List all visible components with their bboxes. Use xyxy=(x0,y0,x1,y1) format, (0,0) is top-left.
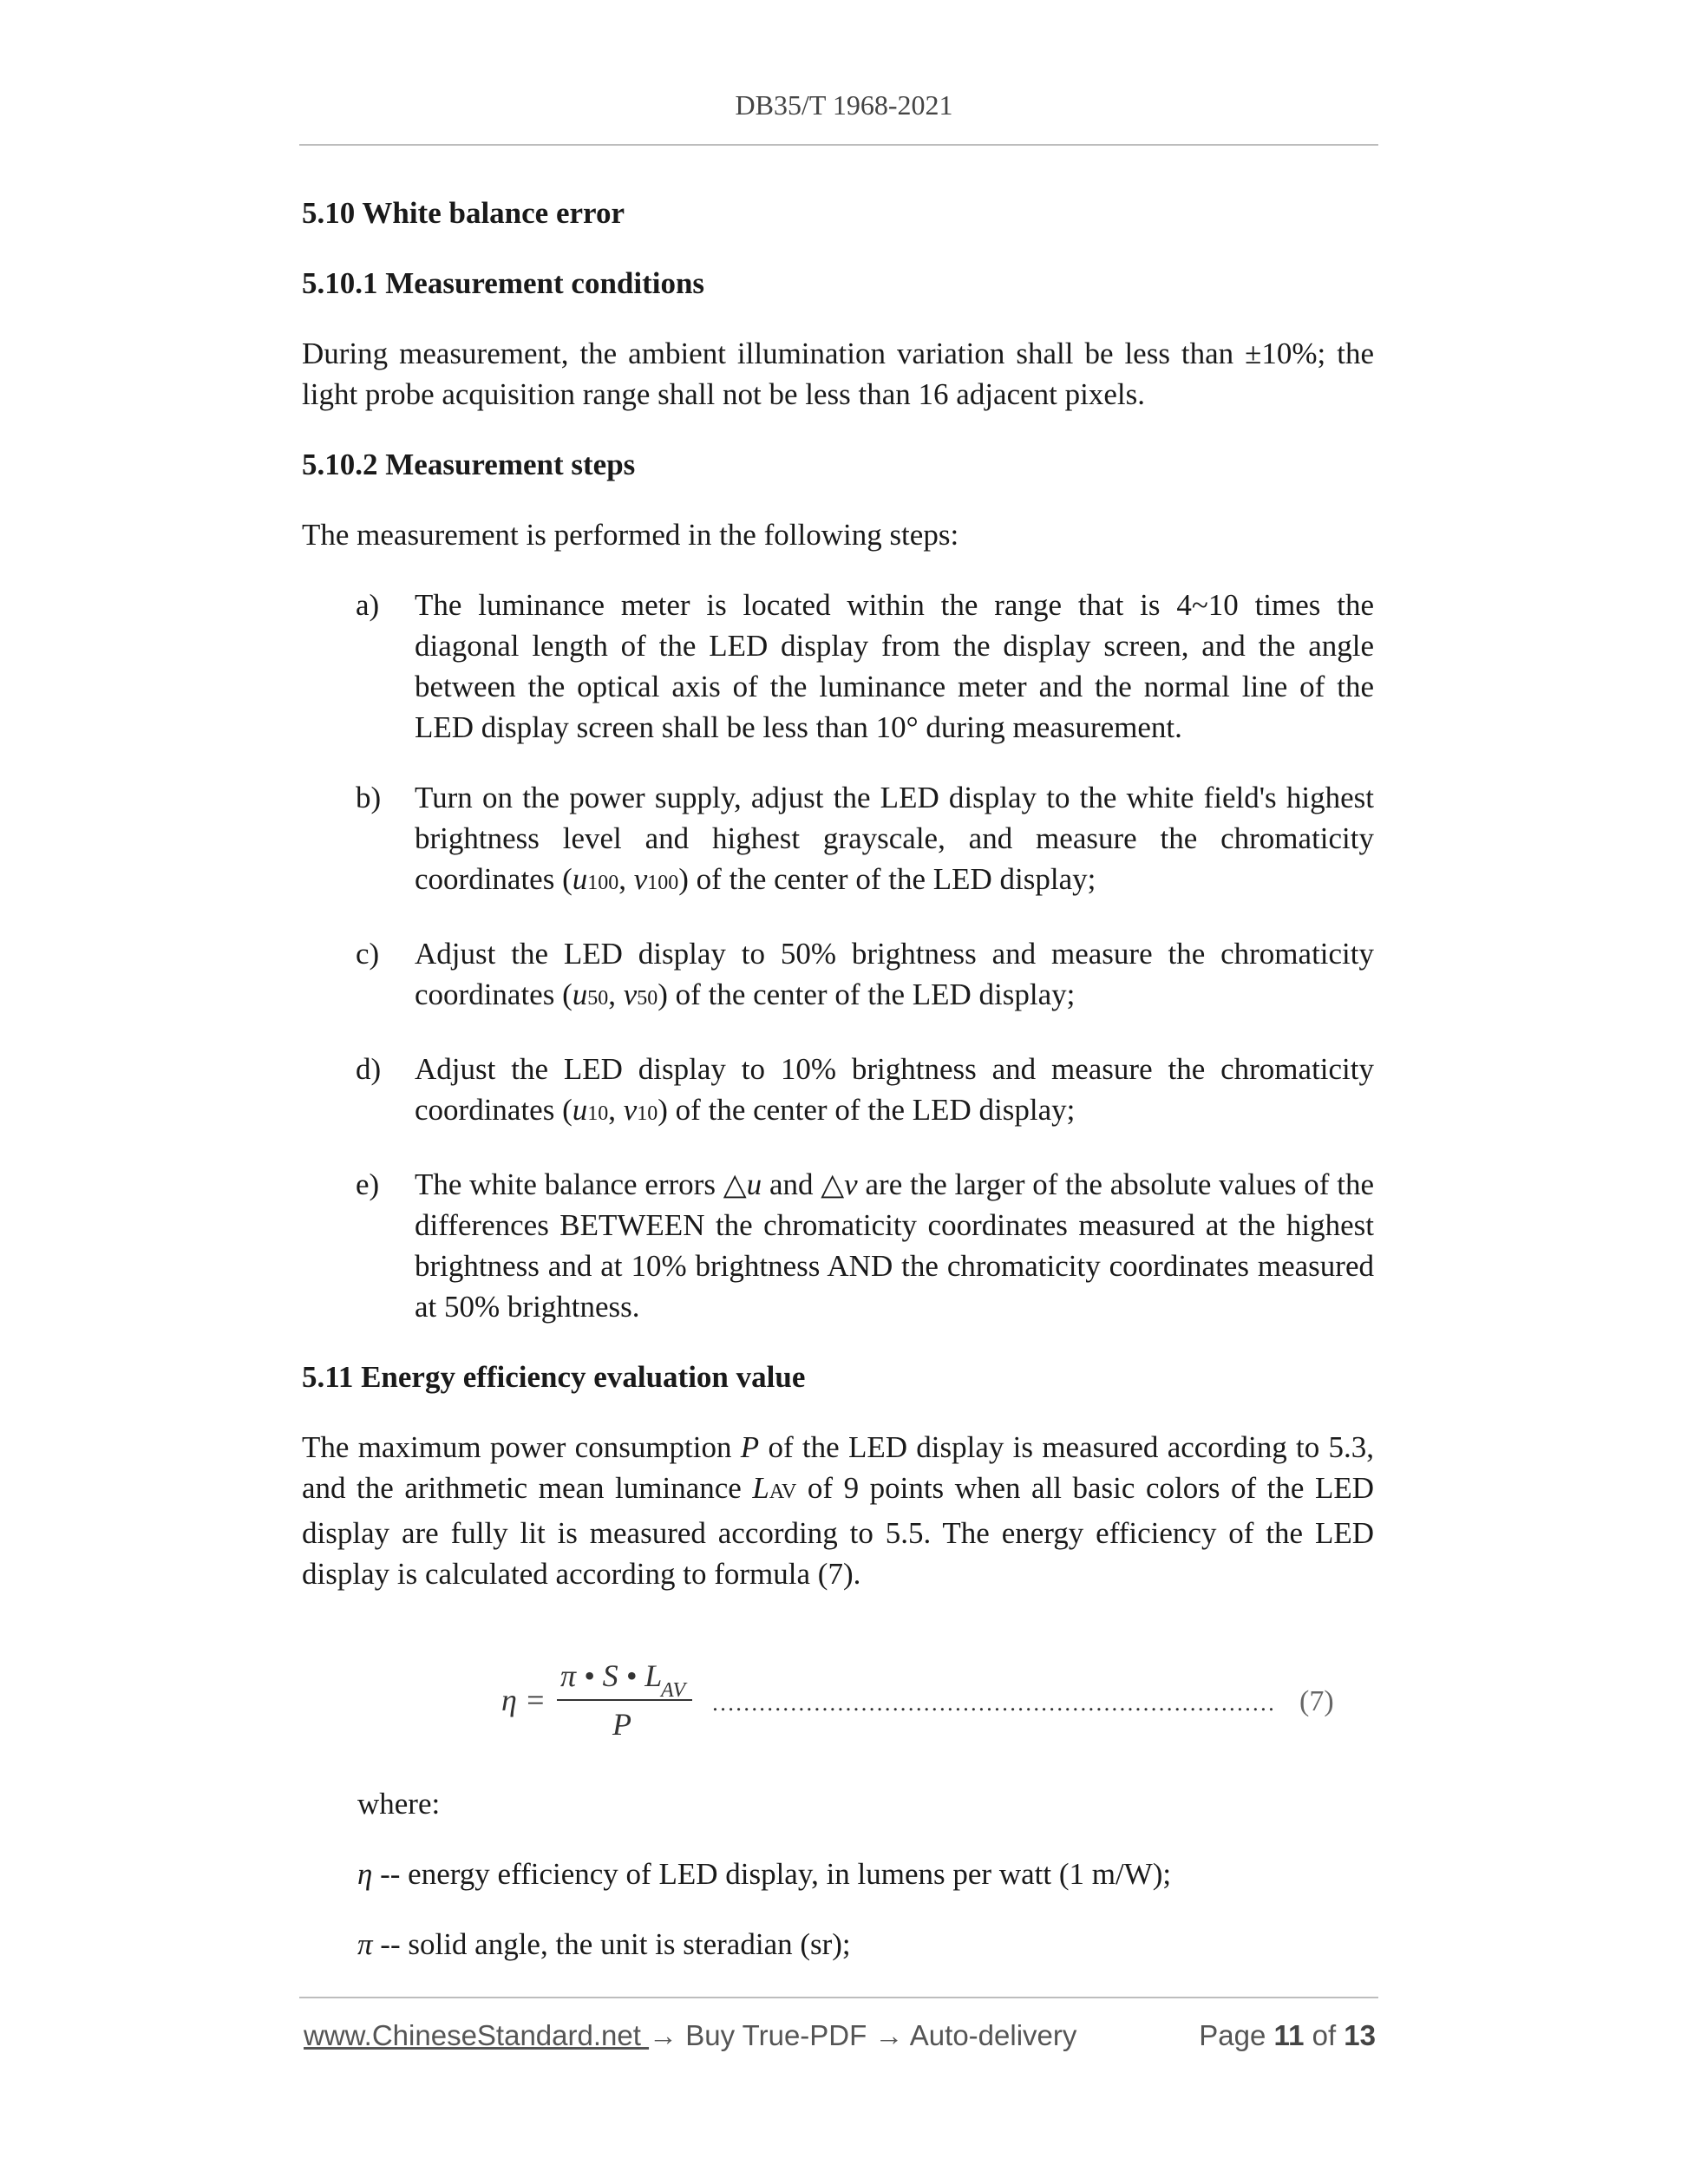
u-subscript: 100 xyxy=(587,872,619,894)
u-symbol: u xyxy=(572,862,588,896)
l-symbol: L xyxy=(752,1471,769,1505)
delta-u-symbol: △u xyxy=(723,1167,762,1201)
p-symbol: P xyxy=(740,1430,760,1464)
step-marker: e) xyxy=(356,1167,380,1201)
eta-symbol: η xyxy=(357,1857,373,1891)
formula-numerator: π • S • L xyxy=(560,1658,663,1693)
section-5-10-1-heading: 5.10.1 Measurement conditions xyxy=(302,266,705,300)
page-body xyxy=(302,193,1374,1994)
legend-text: -- energy efficiency of LED display, in lumens per watt (1 m/W); xyxy=(372,1857,1172,1891)
measurement-steps-list xyxy=(302,585,1374,1327)
current-page-number: 11 xyxy=(1273,2019,1305,2051)
legend-item-eta xyxy=(357,1854,1374,1894)
v-subscript: 100 xyxy=(647,872,679,894)
paragraph-text: of the LED display is measured according to 5.3, and the arithmetic mean luminance xyxy=(302,1430,1374,1505)
section-5-10-2-heading: 5.10.2 Measurement steps xyxy=(302,448,636,481)
comma: , xyxy=(608,978,624,1011)
step-text-end: ) of the center of the LED display; xyxy=(678,862,1096,896)
legend-text: -- solid angle, the unit is steradian (sr); xyxy=(372,1927,851,1961)
step-text: The luminance meter is located within the range that is 4~10 times the diagonal length of the LED display from the display screen, and the angle between the optical axis of the luminance meter and the normal line of the LED display screen shall be less than 10° during measurement. xyxy=(415,588,1374,744)
page-label: Page xyxy=(1199,2019,1274,2051)
u-subscript: 50 xyxy=(587,987,609,1010)
formula-legend xyxy=(302,1783,1374,1965)
energy-efficiency-paragraph xyxy=(302,1427,1374,1594)
document-code: DB35/T 1968-2021 xyxy=(735,89,953,121)
formula-number: (7) xyxy=(1299,1685,1334,1717)
arrow-right-icon: → xyxy=(874,2019,904,2051)
step-b xyxy=(302,777,1374,904)
step-marker: a) xyxy=(356,588,380,622)
section-5-10-heading: 5.10 White balance error xyxy=(302,196,625,230)
page-indicator xyxy=(1199,2019,1376,2052)
website-link[interactable]: www.ChineseStandard.net xyxy=(304,2019,650,2051)
comma: , xyxy=(618,862,634,896)
where-label: where: xyxy=(357,1787,441,1821)
total-pages: 13 xyxy=(1344,2019,1376,2051)
arrow-right-icon: → xyxy=(649,2019,678,2051)
of-label: of xyxy=(1304,2019,1345,2051)
formula-lhs: η = xyxy=(501,1683,546,1717)
formula-denominator: P xyxy=(612,1707,631,1742)
formula-numerator-subscript: AV xyxy=(661,1679,686,1702)
section-5-11-heading: 5.11 Energy efficiency evaluation value xyxy=(302,1360,806,1394)
step-a xyxy=(302,585,1374,748)
page-footer xyxy=(304,2019,1376,2052)
measurement-conditions-paragraph: During measurement, the ambient illumination variation shall be less than ±10%; the light probe acquisition range shall not be less than 16 adjacent pixels. xyxy=(302,337,1374,411)
buy-pdf-text: Buy True-PDF xyxy=(677,2019,875,2051)
step-marker: c) xyxy=(356,937,380,971)
v-symbol: v xyxy=(623,978,638,1011)
paragraph-text: of 9 points when all basic colors of the LED display are fully lit is measured according to 5.5. The energy efficiency of the LED display is calculated according to formula (7). xyxy=(302,1471,1374,1591)
step-marker: b) xyxy=(356,781,382,814)
formula-leader-dots: ……………………………………………………………… xyxy=(711,1690,1275,1716)
step-marker: d) xyxy=(356,1052,382,1086)
v-symbol: v xyxy=(633,862,648,896)
l-subscript: AV xyxy=(769,1481,797,1503)
step-c xyxy=(302,933,1374,1019)
u-symbol: u xyxy=(572,1093,588,1127)
step-text-end: ) of the center of the LED display; xyxy=(658,978,1076,1011)
step-text: and xyxy=(762,1167,821,1201)
step-text: Adjust the LED display to 50% brightness and measure the chromaticity coordinates ( xyxy=(415,937,1374,1011)
step-text-end: ) of the center of the LED display; xyxy=(658,1093,1076,1127)
u-subscript: 10 xyxy=(587,1102,609,1125)
footer-divider xyxy=(299,1997,1378,1998)
step-text: The white balance errors xyxy=(415,1167,723,1201)
formula-graphic xyxy=(302,1624,1374,1762)
v-symbol: v xyxy=(623,1093,638,1127)
auto-delivery-text: Auto-delivery xyxy=(903,2019,1077,2051)
v-subscript: 50 xyxy=(637,987,658,1010)
v-subscript: 10 xyxy=(637,1102,658,1125)
steps-intro-paragraph: The measurement is performed in the following steps: xyxy=(302,518,959,552)
formula-7 xyxy=(302,1624,1374,1762)
pi-symbol: π xyxy=(357,1927,373,1961)
step-text: Turn on the power supply, adjust the LED display to the white field's highest brightness level and highest grayscale, and measure the chromaticity coordinates ( xyxy=(415,781,1374,896)
step-e xyxy=(302,1164,1374,1327)
delta-v-symbol: △v xyxy=(821,1167,858,1201)
step-text: Adjust the LED display to 10% brightness and measure the chromaticity coordinates ( xyxy=(415,1052,1374,1127)
step-text-end: are the larger of the absolute values of the differences BETWEEN the chromaticity coordinates measured at the highest brightness and at 10% brightness AND the chromaticity coordinates measured at 50% brightness. xyxy=(415,1167,1374,1324)
paragraph-text: The maximum power consumption xyxy=(302,1430,741,1464)
comma: , xyxy=(608,1093,624,1127)
header-divider xyxy=(299,144,1378,146)
u-symbol: u xyxy=(572,978,588,1011)
step-d xyxy=(302,1049,1374,1135)
legend-item-pi xyxy=(357,1924,1374,1965)
